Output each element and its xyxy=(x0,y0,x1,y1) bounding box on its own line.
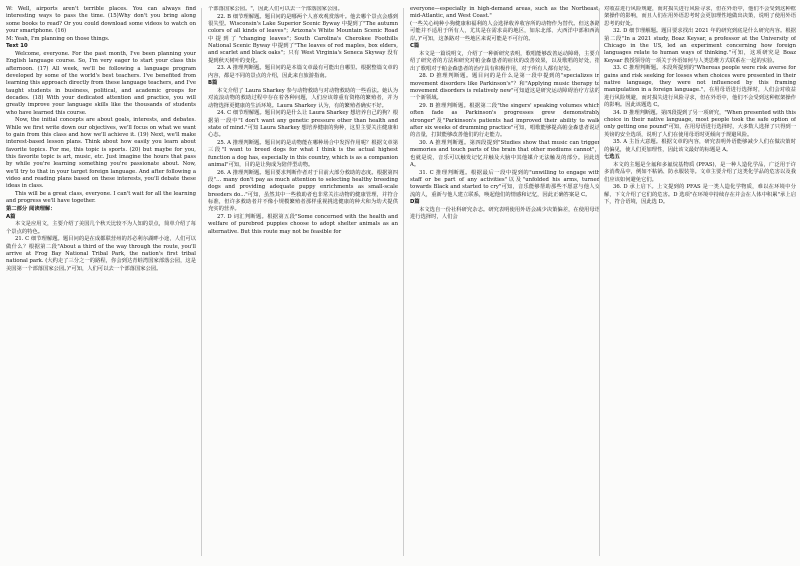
paragraph: 35. A 主旨大意题。根据文章的内容，研究表明外语能够减少人们在做决策时的偏见，使人们更加理性，因此该文最好的标题是 A。 xyxy=(604,139,796,153)
column-2 xyxy=(208,6,398,558)
paragraph: 23. A 推理判断题。题目问的是本篇文章最有可能出自哪里。根据整篇文章的内容，都是不同的景点的介绍，因此来自旅游指南。 xyxy=(208,65,398,79)
paragraph: everyone—especially in high-demand areas, such as the Northeast, mid-Atlantic, and West Coast." xyxy=(410,6,600,20)
paragraph: 26. A 推理判断题。题目要求判断作者对于目前大部分救助的态度。根据第四段"... many don't pay as much attention to selecting healthy breeding dogs and providing adequate puppy enrichments as small-scale breeders do..."可知，虽然其中一些救助者也非常关注动物的健康管理，并符合标准，但许多救助者并不像小规模繁殖者那样重视挑选健康的种犬和为幼犬提供充实的营养。 xyxy=(208,169,398,213)
column-3 xyxy=(410,6,600,558)
paragraph: 个部落国家公园。"，因此人们可以去一个部落国家公园。 xyxy=(208,6,343,12)
paragraph: 32. D 细节理解题。题目要求找出 2021 年的研究到底是什么研究内容。根据第二段"In a 2021 study, Boaz Keysar, a professor at the University of Chicago in the US, led an experiment concerning how foreign languages relate to human ways of thinking."可知，这项研究是 Boaz Keysar 教授领导的一项关于外语如何与人类思维方式联系在一起的实验。 xyxy=(604,28,796,64)
section-heading: D篇 xyxy=(410,199,420,206)
column-divider xyxy=(403,8,404,556)
paragraph: Welcome, everyone. For the past month, I've been planning your English language course. So, I'm very eager to start your class this afternoon. (17) All week, we'll be following a language program developed by some of the world's best teachers. I've benefited from learning this approach directly from these language teachers, and I've taught students in business, political, and academic groups for decades. (18) With your dedicated attention and practice, you will greatly improve your language skills like the thousands of students who have learned this course. xyxy=(6,50,196,116)
section-heading: 第二部分 阅读理解： xyxy=(6,206,56,213)
section-heading: Text 10 xyxy=(6,43,28,50)
paragraph: 对收益进行风险规避，而对损失进行风险寻求，但在外语中，他们不会受到这种框架操作的影响，而且人们在用外语思考时会更加理性地做出决策，说明了使用外语思考的好处。 xyxy=(604,6,796,27)
paragraph: (一些关心纯种小狗健康和福利的人会选择收养收容所的动物作为替代。但这条路可能并不适用于所有人，尤其是在需求高的地区，如东北部、大西洋中部和西海岸。)"可知，这条路对一些地区来说可能是不可行的。 xyxy=(410,20,600,42)
paragraph: 30. A 推理判断题。第四段提到"Studies show that music can trigger memories and touch parts of the brain that other mediums cannot"，也就是说，音乐可以触发记忆并触及大脑中其他媒介无法触及的部分。因此选 A。 xyxy=(410,139,600,168)
paragraph: M: Yeah, I'm planning on those things. xyxy=(6,35,110,42)
paragraph: 21. C 细节理解题。题目问的是在成都联营州的苏必利尔湖畔小途，人们可以做什么？根据第二段"About a third of the way through the route, you'll arrive at Frog Bay National Tribal Park, the nation's first tribal national park. (大约走了三分之一的路程，你会到达青蛙湾国家部落公园，这是美国第一个部落国家公园。)"可知，人们可以去一个部落国家公园。 xyxy=(6,236,196,272)
paragraph: This will be a great class, everyone. I can't wait for all the learning and progress we'll have together. xyxy=(6,191,196,205)
paragraph: 24. C 细节理解题。题目问的是什么让 Laura Sharkey 想培养自己的狗？根据第一段中"I don't want any genetic pressure other than health and state of mind."可知 Laura Sharkey 想培养健康的狗种，这里主要关注健康和心态。 xyxy=(208,110,398,139)
column-divider xyxy=(599,8,600,556)
paragraph: 28. D 推理判断题。题目问的是什么是第一段中提到的"specializes in movement disorders like Parkinson's"？和"Applying music therapy to movement disorders is relatively new"可知道这是研究运动障碍治疗方法的一个新领域。 xyxy=(410,73,600,102)
paragraph: 本文选自一份社科研究杂志。研究表明使用外语会减少决策偏差，在使用母语进行选择时，人们会 xyxy=(410,206,600,221)
paragraph: 33. C 推理判断题。本段所提到的"Whereas people were risk averse for gains and risk seeking for losses when choices were presented in their native language, they were not influenced by this framing manipulation in a foreign language."，在用母语进行选择时，人们会对收益进行风险规避，而对损失进行风险寻求，但在外语中，他们不会受到这种框架操作的影响。因此该题选 C。 xyxy=(604,65,796,109)
paragraph: 本文介绍了 Laura Sharkey 参与动物救助与对动物救助的一些看法。她认为对流浪动物的救助过程中存在着各种问题，人们应该尊重有资格的繁殖者，并为动物选择更健康的生活环境。Laura Sharkey 认为，有的繁殖者确实不好。 xyxy=(208,87,398,109)
section-heading: 七选五 xyxy=(604,154,620,161)
paragraph: 本文是一篇说明文，介绍了一种新研究表明，歌唱能够改善运动障碍，主要介绍了研究者的方法和研究对帕金森患者的症状的改善效果，以及歌唱的好处，指出了歌唱对于帕金森患者的治疗具有积极作用，对于所有人都有好处。 xyxy=(410,50,600,72)
paragraph: 25. A 推理判断题。题目问的是动物能在哪种场合中发挥作用呢？根据文章第三段"I want to breed dogs for what I think is the actual highest function a dog has, especially in this country, which is as a companion animal"可知，目的是让狗成为陪伴型动物。 xyxy=(208,139,398,168)
column-divider xyxy=(201,8,202,556)
paragraph: 本文是应用文，主要介绍了美国几个秋天比较不为人知的景点，简单介绍了每个景点的特色。 xyxy=(6,221,196,235)
section-heading: C篇 xyxy=(410,43,420,50)
paragraph: W: Well, airports aren't terrible places. You can always find interesting ways to pass the time. (15)Why don't you bring along some books to read? Or you could download some videos to watch on your smartphone. (16) xyxy=(6,6,196,35)
paragraph: 36. D 承上启下。上文提到的 PFAS 是一类人造化学物质，难以在环境中分解，下文介绍了它们的危害。D 选项"在环境中持续存在并会在人体中积累"承上启下，符合语境，因此选 D。 xyxy=(604,184,796,206)
paragraph: 本文的主题是全氟和多氟烷基物质 (PFAS)，是一种人造化学品，广泛用于许多消费品中，例如不粘锅、防水服装等。文章主要介绍了这类化学品的危害以及我们应该如何避免它们。 xyxy=(604,162,796,183)
paragraph: Now, the initial concepts are about goals, interests, and debates. While we first write down our objectives, we'll focus on what we want to gain from this class and how we'll achieve it. (19) Next, we'll make interest-based lesson plans. Think about how easily you learn about favorite topics. For me, this topic is sports. (20) but maybe for you, this favorite topic is art, music, etc. Just imagine the hours that pass by while you're learning something you're passionate about. Now, we'll try to that in your target foreign language. And after following a video and reading plans based on these interests, you'll debate these ideas in class. xyxy=(6,117,196,190)
paragraph: 29. B 推理判断题。根据第二段"the singers' speaking volumes which often fade as Parkinson's progresses grew demonstrably stronger"及"Parkinson's patients had improved their ability to walk after six weeks of drumming practice"可知，唱歌能够提高帕金森患者说话的音量，打鼓能够改善他们的行走能力。 xyxy=(410,102,600,139)
paragraph: 22. B 细节理解题。题目问的是哪两个人喜欢观赏落叶。他去哪个景点会感到很失望。Wisconsin's Lake Superior Scenic Byway 中提到了"The autumn colors of all kinds of leaves"；Arizona's White Mountain Scenic Road 中提到了"changing leaves"；South Carolina's Cherokee Foothills National Scenic Byway 中提到了"The leaves of red maples, box elders, and scarlet and black oaks"；只有 West Virginia's Seneca Skyway 没有提到秋天树叶的变化。 xyxy=(208,13,398,64)
section-heading: A篇 xyxy=(6,213,16,220)
paragraph: 34. D 推理判断题。第四段提到了另一项研究，"When presented with this choice in their native language, most people took the safe option of only getting one pound"可知，在用母语进行选择时，大多数人选择了只得到一英镑的安全选项，说明了人们在使用母语时更倾向于规避风险。 xyxy=(604,109,796,138)
paragraph: 27. D 词汇判断题。根据第五段"Some concerned with the health and welfare of purebred puppies choose to adopt shelter animals as an alternative. But this route may not be feasible for xyxy=(208,214,398,235)
column-4 xyxy=(604,6,796,558)
paragraph: 31. C 推理判断题。根据最后一段中提到的"unwilling to engage with staff or be part of any activities"以及"unfolded his arms, turned towards Black and started to cry"可知，音乐能够帮助那些不愿意与他人交流的人，重新与他人建立联系，唤起他们的情感和记忆，因此正确答案是 C。 xyxy=(410,169,600,198)
column-1 xyxy=(6,6,196,558)
section-heading: B篇 xyxy=(208,80,218,87)
